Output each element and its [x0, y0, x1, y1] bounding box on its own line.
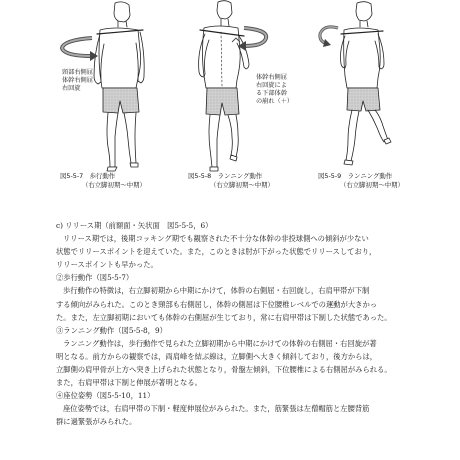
callout-line: 体幹右側屈: [256, 74, 287, 81]
section-heading: c) リリース期（前額面・矢状面 図5-5-5，6）: [56, 221, 213, 230]
paragraph-line: た。また，左立脚初期においても体幹の右側屈が生じており，常に右肩甲帯は下制した状態であった。: [56, 312, 392, 322]
figure-illustrations: [0, 0, 460, 200]
body-text: [56, 219, 428, 429]
paragraph-line: 歩行動作の特徴は，右立脚初期から中期にかけて，体幹の右側屈・右回旋し，右肩甲帯が下制: [63, 286, 370, 296]
rotation-arrow-icon: [320, 27, 338, 47]
rotation-arrow-icon: [62, 38, 98, 61]
callout-line: の崩れ（＋）: [256, 98, 294, 105]
caption-sub: （右立脚初期〜中期）: [210, 180, 274, 189]
figure-caption-5-5-9: [318, 172, 404, 189]
running-figure-front: [341, 2, 392, 165]
paragraph-line: ランニング動作は，歩行動作で見られた立脚初期から中期にかけての体幹の右側屈・右回旋が著: [63, 338, 377, 348]
rotation-arrow-icon: [238, 28, 266, 51]
caption-title: 図5-5-8 ランニング動作: [188, 172, 263, 180]
running-figure-back: [199, 1, 249, 171]
paragraph-line: また，右肩甲帯は下制と伸展が著明となる。: [56, 378, 202, 388]
running-callout: [256, 74, 293, 106]
callout-line: 右回旋: [62, 85, 81, 92]
paragraph-line: 状態でリリースポイントを迎えていた。また，このときは肘が下がった状態でリリースしており，: [56, 247, 377, 257]
caption-title: 図5-5-9 ランニング動作: [318, 172, 393, 180]
section-heading: ②歩行動作（図5-5-7）: [56, 273, 134, 283]
figure-caption-5-5-7: [60, 172, 146, 189]
figure-caption-5-5-8: [188, 172, 274, 189]
section-heading: ③ランニング動作（図5-5-8，9）: [56, 325, 167, 335]
paragraph-line: リリースポイントも早かった。: [56, 260, 158, 270]
callout-line: 体幹右側屈: [62, 77, 93, 84]
caption-title: 図5-5-7 歩行動作: [60, 172, 116, 180]
caption-sub: （右立脚初期〜中期）: [82, 180, 146, 189]
callout-line: 頸部右側屈: [62, 69, 93, 76]
paragraph-line: 群に過緊張がみられた。: [56, 417, 137, 427]
paragraph-line: 明となる。前方からの観察では，両肩峰を結ぶ線は，立脚側へ大きく傾斜しており，後方からは，: [56, 351, 378, 361]
callout-line: る下部体幹: [256, 90, 287, 97]
caption-sub: （右立脚初期〜中期）: [340, 180, 404, 189]
walking-figure: [94, 2, 144, 171]
paragraph-line: する傾向がみられた。このとき頸部も右側屈し，体幹の側屈は下位腰椎レベルでの運動が大きかっ: [56, 299, 378, 309]
walking-callout: [62, 69, 93, 93]
callout-line: 右回旋によ: [256, 82, 287, 89]
section-heading: ④座位姿勢（図5-5-10，11）: [56, 391, 155, 401]
paragraph-line: 立脚側の肩甲骨が上方へ突き上げられた状態となり，骨盤左傾斜，下位腰椎による右側屈がみられる。: [56, 365, 392, 375]
paragraph-line: リリース期では，後期コッキング期でも観察された不十分な体幹の非投球側への傾斜が少ない: [63, 234, 369, 244]
paragraph-line: 座位姿勢では，右肩甲帯の下制・軽度伸展位がみられた。また，筋緊張は左僧帽筋と左腰背筋: [63, 404, 370, 414]
